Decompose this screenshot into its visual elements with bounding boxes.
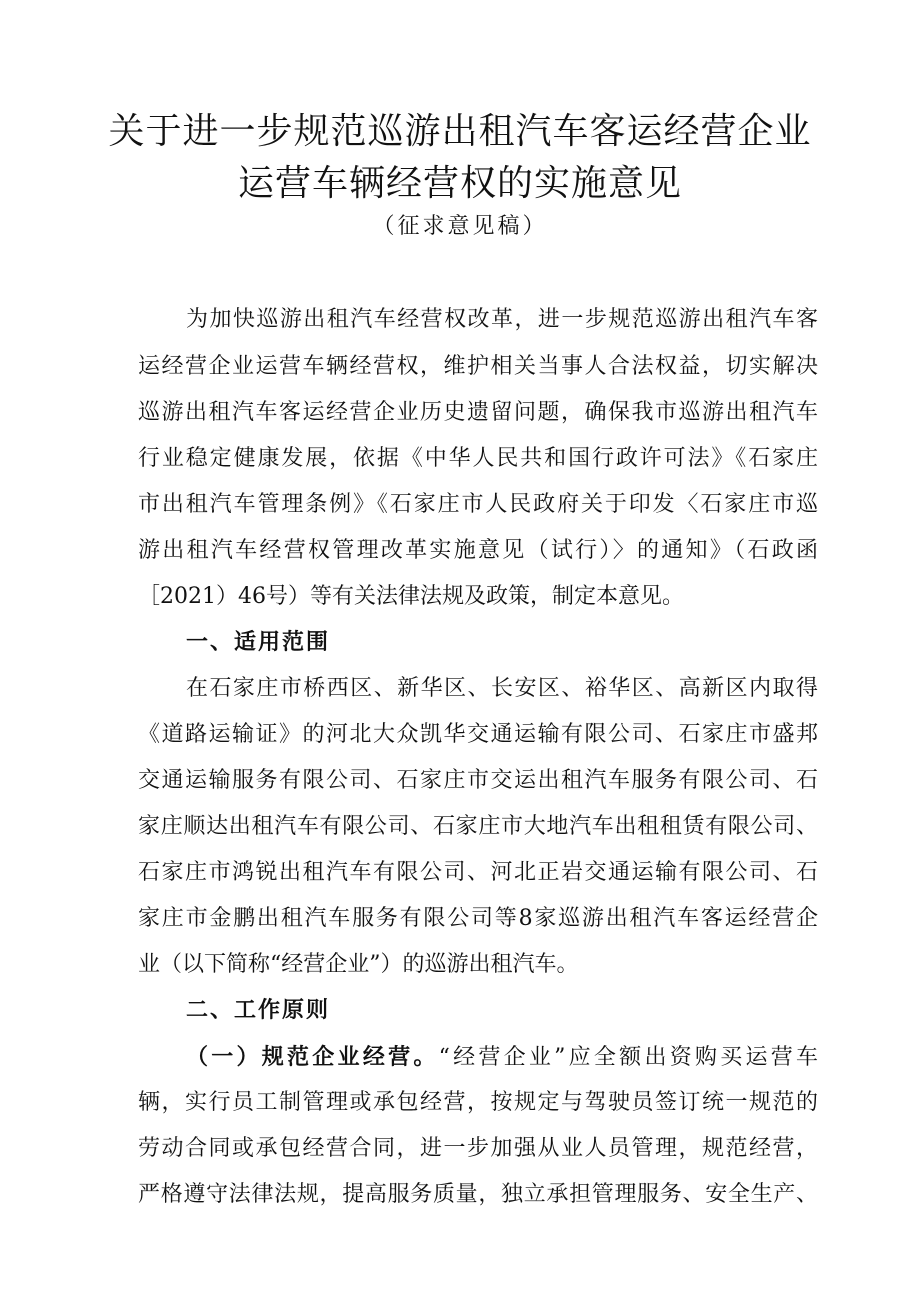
intro-line: 市出租汽车管理条例》《石家庄市人民政府关于印发〈石家庄市巡 [138,492,818,517]
document-title-line-2: 运营车辆经营权的实施意见 [237,163,682,204]
document-title-line-1: 关于进一步规范巡游出租汽车客运经营企业 [108,111,812,152]
document-subtitle: （征求意见稿） [372,214,548,239]
section1-line: 石家庄市鸿锐出租汽车有限公司、河北正岩交通运输有限公司、石 [138,860,818,885]
section1-line: 《道路运输证》的河北大众凯华交通运输有限公司、石家庄市盛邦 [138,722,818,747]
section2-line: 劳动合同或承包经营合同，进一步加强从业人员管理，规范经营， [138,1136,818,1161]
section1-line: 交通运输服务有限公司、石家庄市交运出租汽车服务有限公司、石 [138,768,818,793]
section2-item1-first-line [186,1042,818,1073]
section1-line: 家庄市金鹏出租汽车服务有限公司等8家巡游出租汽车客运经营企 [138,906,818,931]
section1-line: 家庄顺达出租汽车有限公司、石家庄市大地汽车出租租赁有限公司、 [138,814,818,839]
section2-line: 严格遵守法律法规，提高服务质量，独立承担管理服务、安全生产、 [138,1182,818,1207]
intro-line: ［2021）46号）等有关法律法规及政策，制定本意见。 [138,584,684,609]
item1-label: （一）规范企业经营。 [186,1044,439,1070]
item1-first-rest: “经营企业”应全额出资购买运营车 [438,1045,818,1070]
intro-line: 行业稳定健康发展，依据《中华人民共和国行政许可法》《石家庄 [138,446,818,471]
section1-line: 在石家庄市桥西区、新华区、长安区、裕华区、高新区内取得 [186,676,818,701]
intro-line: 游出租汽车经营权管理改革实施意见（试行）〉的通知》（石政函 [138,538,818,563]
intro-line: 运经营企业运营车辆经营权，维护相关当事人合法权益，切实解决 [138,354,818,379]
intro-line: 为加快巡游出租汽车经营权改革，进一步规范巡游出租汽车客 [186,307,818,332]
section-heading-scope: 一、适用范围 [186,630,331,655]
intro-line: 巡游出租汽车客运经营企业历史遗留问题，确保我市巡游出租汽车 [138,400,818,425]
section2-line: 辆，实行员工制管理或承包经营，按规定与驾驶员签订统一规范的 [138,1090,818,1115]
section-heading-principles: 二、工作原则 [186,998,331,1023]
section1-line: 业（以下简称“经营企业”）的巡游出租汽车。 [138,952,579,977]
